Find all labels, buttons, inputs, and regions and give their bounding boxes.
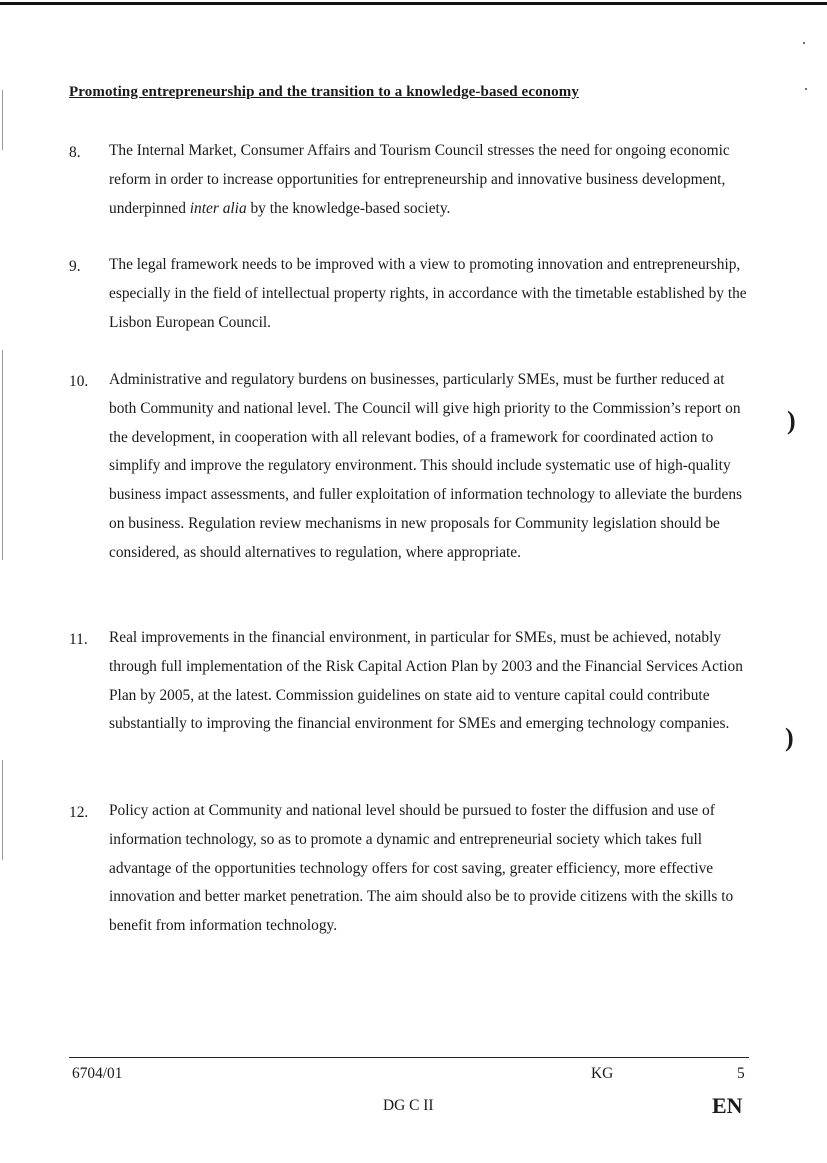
paragraph-12 (69, 804, 749, 948)
paragraph-text: Real improvements in the financial environment, in particular for SMEs, must be achieved, notably through full implementation of the Risk Capital Action Plan by 2003 and the Financial Services Action Plan by 2005, at the latest. Commission guidelines on state aid to venture capital could contribute substantially to improving the financial environment for SMEs and emerging technology companies. (109, 629, 743, 733)
italic-phrase: inter alia (189, 199, 247, 217)
language-code: EN (712, 1093, 743, 1118)
paragraph-text: Administrative and regulatory burdens on businesses, particularly SMEs, must be further reduced at both Community and national level. The Council will give high priority to the Commission’s report on the development, in cooperation with all relevant bodies, of a framework for coordinated action to simplify and improve the regulatory environment. This should include systematic use of high-quality business impact assessments, and fuller exploitation of information technology to alleviate the burdens on business. Regulation review mechanisms in new proposals for Community legislation should be considered, as should alternatives to regulation, where appropriate. (109, 371, 743, 561)
scan-edge-mark (2, 90, 3, 150)
paragraph-text: Policy action at Community and national level should be pursued to foster the diffusion and use of information technology, so as to promote a dynamic and entrepreneurial society which takes full advantage of the opportunities technology offers for cost saving, greater efficiency, more effective innovation and better market penetration. The aim should also be to provide citizens with the skills to benefit from information technology. (109, 802, 734, 935)
section-heading: Promoting entrepreneurship and the transition to a knowledge-based economy (69, 84, 579, 100)
scan-binding-mark: ) (785, 723, 794, 752)
paragraph-text: The legal framework needs to be improved with a view to promoting innovation and entrepreneurship, especially in the field of intellectual property rights, in accordance with the timetable established by the Lisbon European Council. (109, 256, 747, 331)
paragraph-11 (69, 631, 749, 746)
paragraph-9 (69, 258, 749, 344)
footer-rule (69, 1057, 749, 1058)
paragraph-number: 12. (69, 804, 89, 821)
author-initials: KG (591, 1065, 614, 1082)
paragraph-8 (69, 144, 749, 230)
scan-edge-mark (2, 760, 3, 860)
paragraph-10 (69, 373, 749, 575)
paragraph-number: 9. (69, 258, 81, 275)
top-border-rule (0, 2, 827, 5)
scan-speck (805, 88, 807, 90)
paragraph-number: 10. (69, 373, 89, 390)
page-number: 5 (737, 1065, 745, 1082)
directorate-code: DG C II (383, 1097, 434, 1114)
document-number: 6704/01 (72, 1065, 123, 1082)
paragraph-number: 8. (69, 144, 81, 161)
paragraph-number: 11. (69, 631, 88, 648)
scan-speck (803, 42, 805, 44)
scan-edge-mark (2, 350, 3, 560)
paragraph-text: The Internal Market, Consumer Affairs and Tourism Council stresses the need for ongoing economic reform in order to increase opportunities for entrepreneurship and innovative business development, underpinned inter alia by the knowledge-based society. (109, 142, 730, 217)
scan-binding-mark: ) (787, 406, 796, 435)
